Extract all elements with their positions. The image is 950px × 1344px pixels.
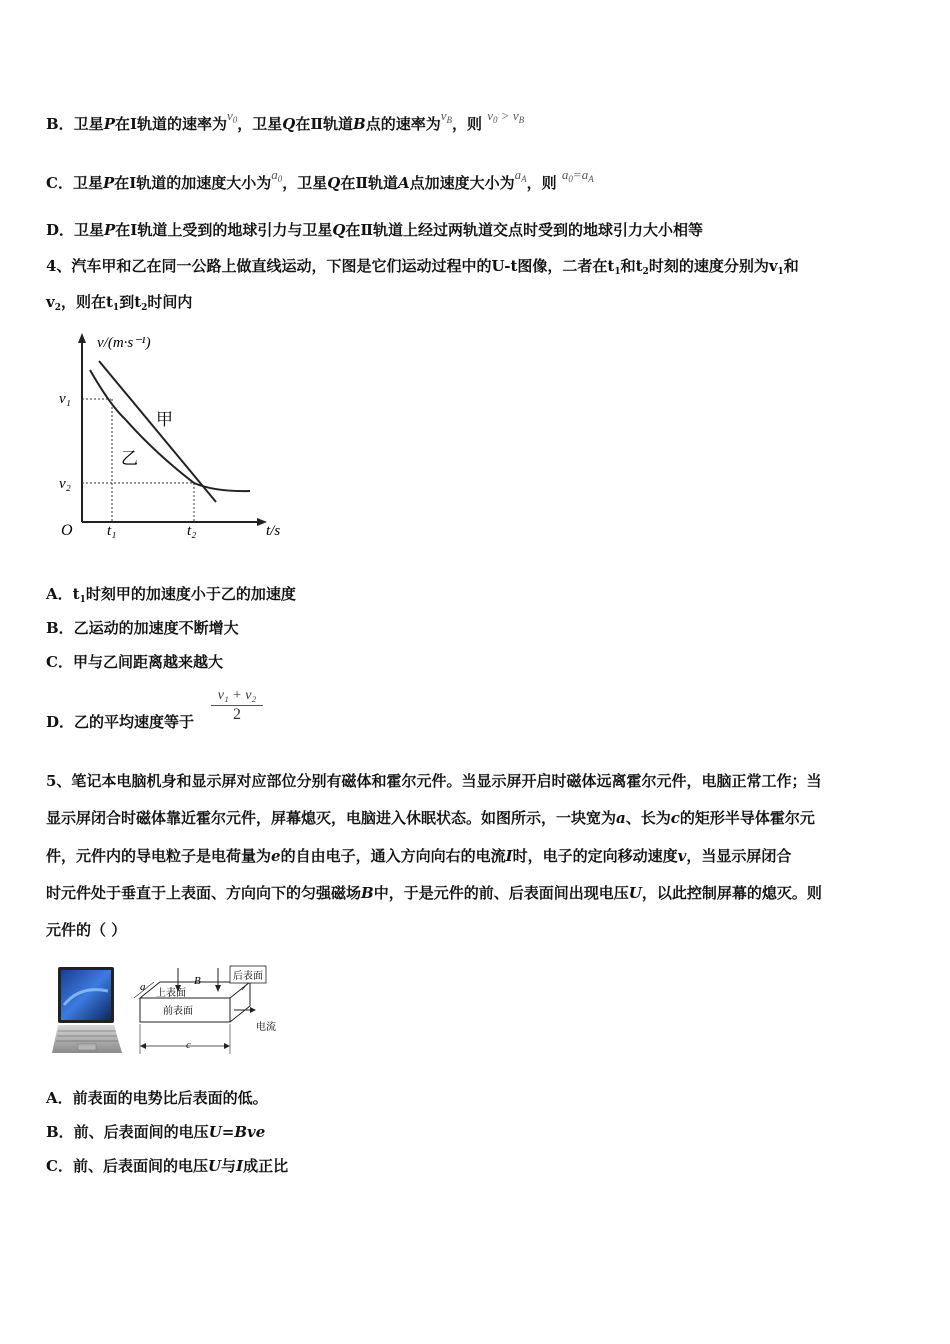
y-axis-arrow (78, 333, 86, 343)
front-surface-label: 前表面 (163, 1006, 193, 1017)
q4-option-b: B．乙运动的加速度不断增大 (46, 619, 239, 637)
current-arrow (250, 1007, 256, 1013)
q5-option-c: C．前、后表面间的电压U与I成正比 (46, 1157, 289, 1175)
y-axis-label: v/(m·s⁻¹) (97, 335, 151, 351)
acceleration-relation: $a_0=a_A$ (561, 167, 594, 184)
q5-stem-line-3: 件，元件内的导电粒子是电荷量为e的自由电子，通入方向向右的电流I时，电子的定向移动速度v，当显示屏闭合 (46, 847, 792, 865)
yi-curve (90, 370, 250, 491)
q3-option-d: D．卫星P在Ⅰ轨道上受到的地球引力与卫星Q在Ⅱ轨道上经过两轨道交点时受到的地球引力大小相等 (46, 221, 704, 239)
x-axis-label: t/s (266, 523, 281, 539)
fraction-denominator: 2 (233, 706, 241, 723)
v2-label: v₂ (59, 476, 71, 492)
jia-line (99, 361, 216, 502)
width-a-label: a (140, 981, 146, 993)
q5-stem-line-2: 显示屏闭合时磁体靠近霍尔元件，屏幕熄灭，电脑进入休眠状态。如图所示，一块宽为a、长为c的矩形半导体霍尔元 (46, 809, 815, 827)
b-arrow-right (215, 985, 221, 992)
q4-stem-line-1: 4、汽车甲和乙在同一公路上做直线运动，下图是它们运动过程中的U-t图像，二者在$t_1$和$t_2$时刻的速度分别为$v_1$和 (46, 257, 799, 277)
vb-symbol: $v_B$ (440, 108, 453, 125)
b-field-label: B (194, 975, 201, 987)
laptop-illustration (50, 965, 125, 1057)
q5-stem-line-5: 元件的（ ） (46, 921, 127, 939)
origin-label: O (61, 522, 73, 539)
q4-stem-line-2: $v_2$，则在$t_1$到$t_2$时间内 (46, 293, 193, 313)
yi-label: 乙 (121, 449, 138, 468)
top-surface-label: 上表面 (156, 988, 186, 999)
velocity-relation: $v_0 > v_B$ (487, 108, 525, 125)
q3-option-c: C．卫星P在Ⅰ轨道的加速度大小为$a_0$，卫星Q在Ⅱ轨道A点加速度大小为$a_A$，则 $a_0=a_A$ (46, 167, 594, 192)
fraction-numerator: v₁ + v₂ (211, 688, 263, 706)
t1-label: t₁ (107, 523, 117, 539)
q4-option-d: D．乙的平均速度等于 (46, 713, 195, 731)
q5-stem-line-4: 时元件处于垂直于上表面、方向向下的匀强磁场B中，于是元件的前、后表面间出现电压U，以此控制屏幕的熄灭。则 (46, 884, 822, 902)
t2-label: t₂ (187, 523, 197, 539)
q4-option-a: A．$t_1$时刻甲的加速度小于乙的加速度 (46, 585, 296, 605)
v0-symbol: $v_0$ (227, 108, 238, 125)
average-velocity-fraction (211, 688, 263, 724)
current-label: 电流 (256, 1022, 276, 1033)
hall-element-diagram (130, 960, 280, 1060)
v1-label: v₁ (59, 391, 71, 407)
q5-option-b: B．前、后表面间的电压U=Bve (46, 1123, 266, 1141)
q3-option-b: B．卫星P在Ⅰ轨道的速率为$v_0$，卫星Q在Ⅱ轨道B点的速率为$v_B$，则 $v_0 > v_B$ (46, 108, 525, 133)
q5-option-a: A．前表面的电势比后表面的低。 (46, 1089, 268, 1107)
back-surface-label: 后表面 (233, 971, 263, 982)
aa-symbol: $a_A$ (514, 167, 527, 184)
a0-symbol: $a_0$ (271, 167, 283, 184)
q5-stem-line-1: 5、笔记本电脑机身和显示屏对应部位分别有磁体和霍尔元件。当显示屏开启时磁体远离霍尔元件，电脑正常工作；当 (46, 772, 822, 790)
length-c-label: c (186, 1039, 191, 1051)
q4-option-c: C．甲与乙间距离越来越大 (46, 653, 223, 671)
jia-label: 甲 (156, 410, 173, 429)
vt-graph (55, 325, 300, 545)
